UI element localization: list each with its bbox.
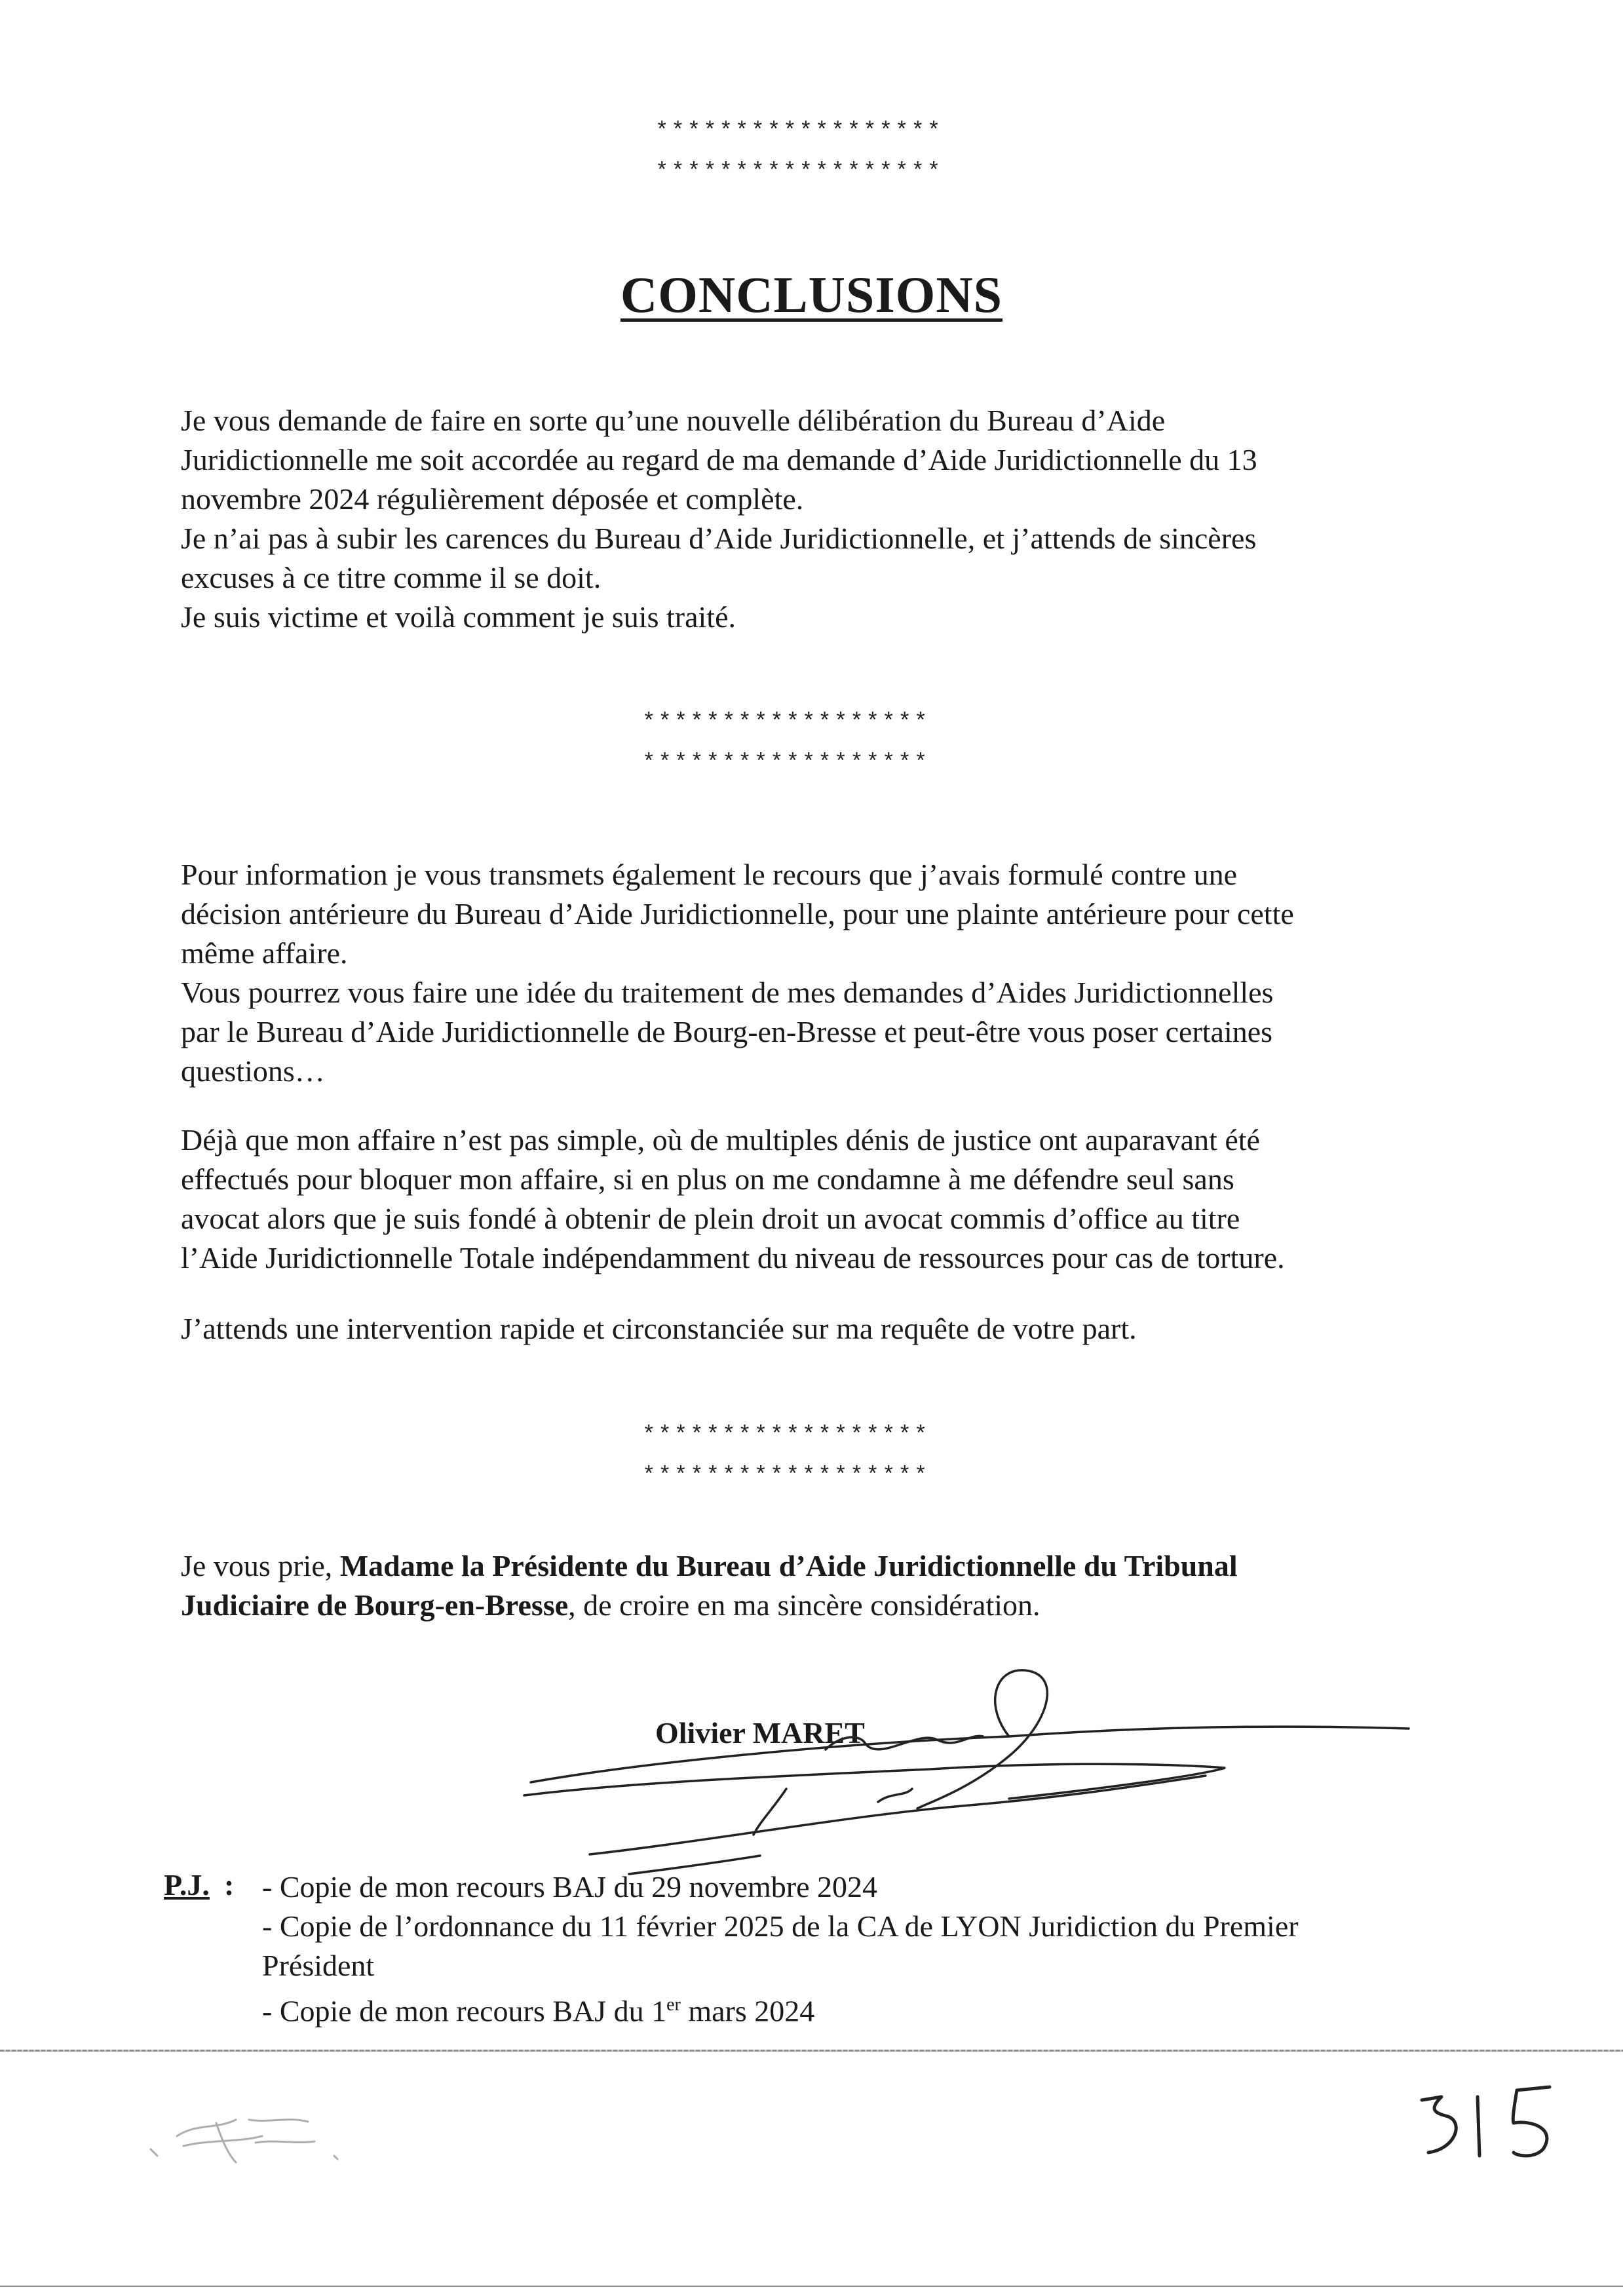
attachment-last-suffix: mars 2024 <box>680 1994 815 2028</box>
attachments-label: P.J. <box>164 1868 210 1902</box>
text-line: Je suis victime et voilà comment je suis traité. <box>181 600 736 634</box>
separator-top-1: ****************** <box>655 119 944 144</box>
separator-mid-2: ****************** <box>642 751 930 776</box>
attachment-item: - Copie de l’ordonnance du 11 février 2025 de la CA de LYON Juridiction du Premier <box>262 1909 1299 1943</box>
attachments-colon: : <box>224 1868 235 1902</box>
text-line: Vous pourrez vous faire une idée du traitement de mes demandes d’Aides Juridictionnelles <box>181 976 1274 1009</box>
faint-stamp-mark <box>138 2084 400 2175</box>
separator-bottom-1: ****************** <box>642 1423 930 1448</box>
text-line: l’Aide Juridictionnelle Totale indépendamment du niveau de ressources pour cas de torture. <box>181 1241 1285 1274</box>
text-line: par le Bureau d’Aide Juridictionnelle de Bourg-en-Bresse et peut-être vous poser certaines <box>181 1015 1273 1048</box>
bottom-edge-line <box>0 2286 1623 2287</box>
signer-name: Olivier MARET <box>655 1716 865 1750</box>
text-line: Juridictionnelle me soit accordée au regard de ma demande d’Aide Juridictionnelle du 13 <box>181 443 1257 476</box>
page-title: CONCLUSIONS <box>620 266 1003 323</box>
text-line: Je vous demande de faire en sorte qu’une nouvelle délibération du Bureau d’Aide <box>181 404 1166 437</box>
paragraph-request <box>181 401 1426 637</box>
text-line: novembre 2024 régulièrement déposée et complète. <box>181 482 804 516</box>
closing-suffix: , de croire en ma sincère considération. <box>568 1588 1041 1622</box>
addressee-line-1: Madame la Présidente du Bureau d’Aide Juridictionnelle du Tribunal <box>339 1549 1238 1582</box>
text-line: Pour information je vous transmets également le recours que j’avais formulé contre une <box>181 858 1238 891</box>
page-number <box>1402 2064 1573 2175</box>
footer-divider <box>0 2050 1623 2052</box>
attachment-item-continuation: Président <box>262 1949 375 1982</box>
text-line: Je n’ai pas à subir les carences du Bureau d’Aide Juridictionnelle, et j’attends de sincères <box>181 522 1257 555</box>
text-line: avocat alors que je suis fondé à obtenir de plein droit un avocat commis d’office au titre <box>181 1202 1240 1235</box>
paragraph-expectation <box>181 1309 1426 1349</box>
text-line: effectués pour bloquer mon affaire, si en plus on me condamne à me défendre seul sans <box>181 1162 1234 1196</box>
attachment-last-prefix: - Copie de mon recours BAJ du 1 <box>262 1994 667 2028</box>
handwritten-page-number <box>1402 2064 1573 2175</box>
text-line: J’attends une intervention rapide et circonstanciée sur ma requête de votre part. <box>181 1312 1137 1345</box>
separator-mid-1: ****************** <box>642 710 930 735</box>
attachment-item <box>262 1985 1455 2031</box>
attachments-list <box>262 1867 1455 2031</box>
closing-line-1 <box>181 1546 1426 1586</box>
text-line: excuses à ce titre comme il se doit. <box>181 561 601 594</box>
closing-prefix: Je vous prie, <box>181 1549 340 1582</box>
paragraph-information <box>181 855 1426 1091</box>
handwritten-signature <box>511 1651 1442 1887</box>
text-line: Déjà que mon affaire n’est pas simple, où de multiples dénis de justice ont auparavant été <box>181 1123 1260 1157</box>
text-line: décision antérieure du Bureau d’Aide Juridictionnelle, pour une plainte antérieure pour cette <box>181 897 1294 930</box>
attachment-item: - Copie de mon recours BAJ du 29 novembre 2024 <box>262 1870 878 1904</box>
text-line: questions… <box>181 1054 325 1088</box>
closing-line-2 <box>181 1586 1426 1625</box>
closing-formula <box>181 1546 1426 1625</box>
attachment-last-sup: er <box>666 1995 681 2015</box>
text-line: même affaire. <box>181 936 348 970</box>
addressee-line-2: Judiciaire de Bourg-en-Bresse <box>181 1588 569 1622</box>
separator-bottom-2: ****************** <box>642 1464 930 1489</box>
separator-top-2: ****************** <box>655 160 944 185</box>
paragraph-context <box>181 1120 1426 1278</box>
